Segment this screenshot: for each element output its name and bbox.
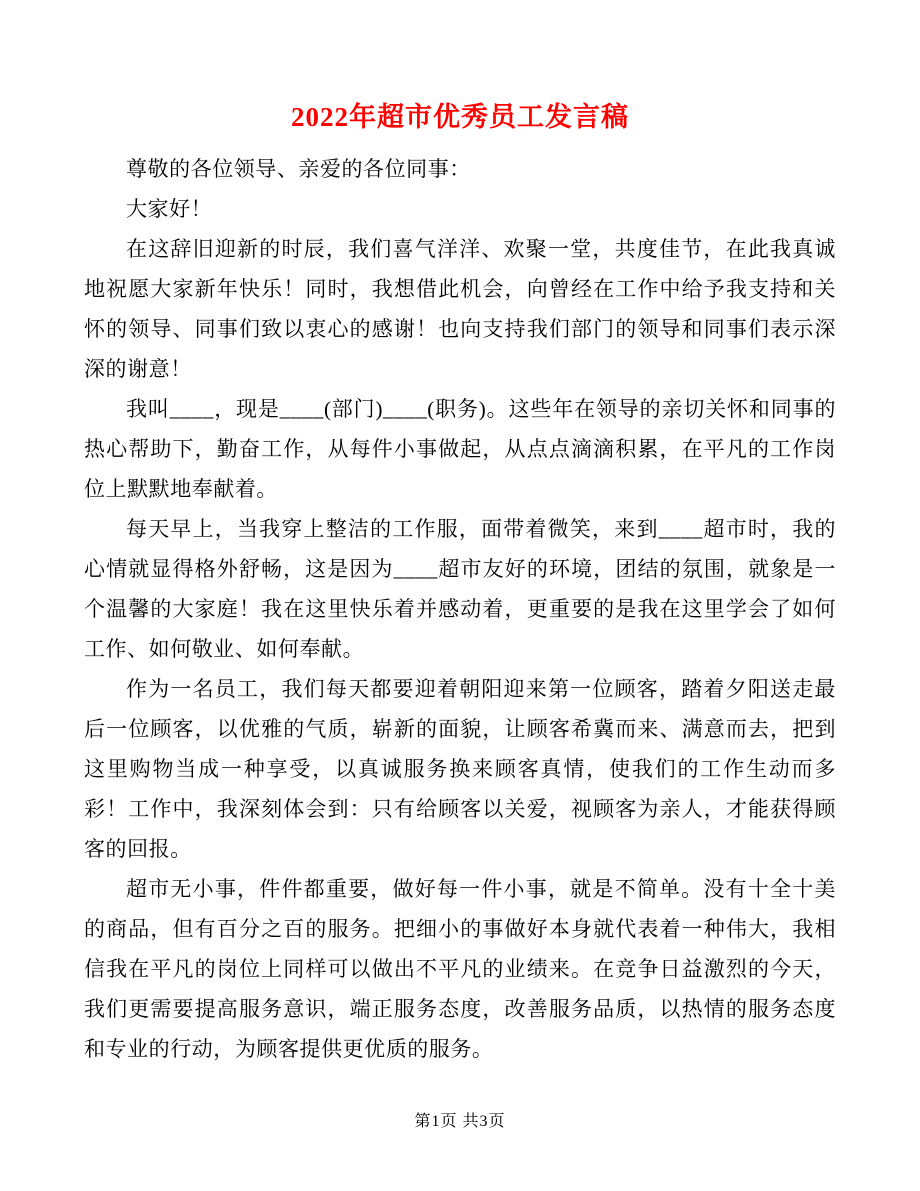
paragraph-self-introduction: 我叫____，现是____(部门)____(职务)。这些年在领导的亲切关怀和同事的热心帮助下，勤奋工作，从每件小事做起，从点点滴滴积累，在平凡的工作岗位上默默地奉献着。 (84, 397, 836, 501)
document-title: 2022年超市优秀员工发言稿 (291, 102, 629, 132)
paragraph-service-quality: 超市无小事，件件都重要，做好每一件小事，就是不简单。没有十全十美的商品，但有百分之百的服务。把细小的事做好本身就代表着一种伟大，我相信我在平凡的岗位上同样可以做出不平凡的业绩来。在竞争日益激烈的今天，我们更需要提高服务意识，端正服务态度，改善服务品质，以热情的服务态度和专业的行动，为顾客提供更优质的服务。 (84, 877, 836, 1061)
page-number-text: 第1页 共3页 (414, 1113, 506, 1130)
paragraph-greeting: 大家好！ (126, 197, 213, 221)
paragraph-new-year-thanks: 在这辞旧迎新的时辰，我们喜气洋洋、欢聚一堂，共度佳节，在此我真诚地祝愿大家新年快乐！同时，我想借此机会，向曾经在工作中给予我支持和关怀的领导、同事们致以衷心的感谢！也向支持我们部门的领导和同事们表示深深的谢意！ (84, 237, 836, 381)
paragraph-daily-morning: 每天早上，当我穿上整洁的工作服，面带着微笑，来到____超市时，我的心情就显得格外舒畅，这是因为____超市友好的环境，团结的氛围，就象是一个温馨的大家庭！我在这里快乐着并感动着，更重要的是我在这里学会了如何工作、如何敬业、如何奉献。 (84, 517, 836, 661)
page-footer (0, 1110, 920, 1134)
paragraph-salutation: 尊敬的各位领导、亲爱的各位同事： (126, 157, 471, 181)
document-body (84, 149, 836, 1069)
paragraph-as-employee: 作为一名员工，我们每天都要迎着朝阳迎来第一位顾客，踏着夕阳送走最后一位顾客，以优雅的气质，崭新的面貌，让顾客希冀而来、满意而去，把到这里购物当成一种享受，以真诚服务换来顾客真情，使我们的工作生动而多彩！工作中，我深刻体会到：只有给顾客以关爱，视顾客为亲人，才能获得顾客的回报。 (84, 677, 836, 861)
